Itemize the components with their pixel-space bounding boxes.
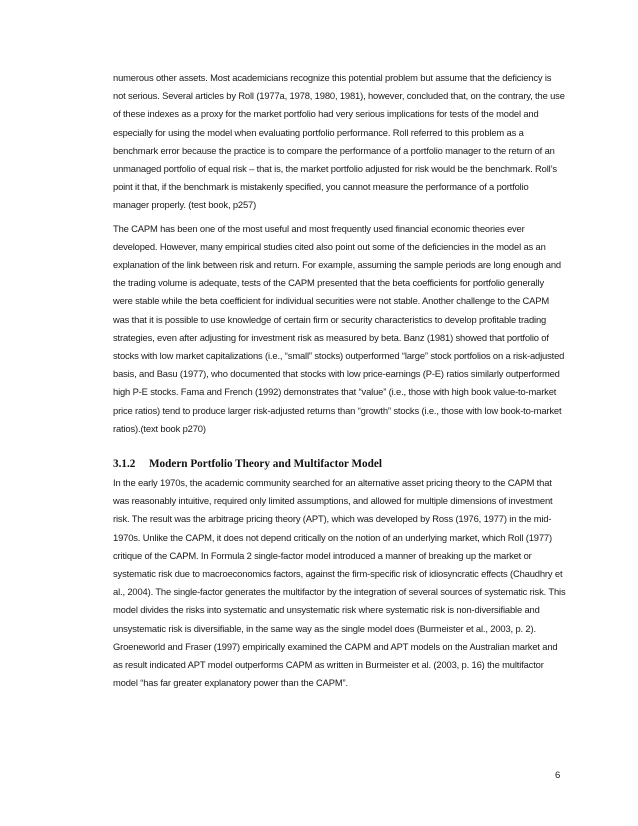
section-heading <box>113 456 566 472</box>
page-content <box>113 69 566 693</box>
paragraph-apt-multifactor: In the early 1970s, the academic community searched for an alternative asset pricing theory to the CAPM that was reasonably intuitive, required only limited assumptions, and allowed for multiple dimensions of investment risk. The result was the arbitrage pricing theory (APT), which was developed by Ross (1976, 1977) in the mid-1970s. Unlike the CAPM, it does not depend critically on the notion of an underlying market, which Roll (1977) critique of the CAPM. In Formula 2 single-factor model introduced a manner of breaking up the market or systematic risk due to macroeconomics factors, against the firm-specific risk of idiosyncratic effects (Chaudhry et al., 2004). The single-factor generates the multifactor by the integration of several sources of systematic risk. This model divides the risks into systematic and unsystematic risk where systematic risk is non-diversifiable and unsystematic risk is diversifiable, in the same way as the single model does (Burmeister et al., 2003, p. 2). Groeneworld and Fraser (1997) empirically examined the CAPM and APT models on the Australian market and as result indicated APT model outperforms CAPM as written in Burmeister et al. (2003, p. 16) the multifactor model “has far greater explanatory power than the CAPM”. <box>113 477 566 689</box>
section-title: Modern Portfolio Theory and Multifactor Model <box>149 458 382 471</box>
section-number: 3.1.2 <box>113 458 136 471</box>
page-number: 6 <box>555 770 561 781</box>
paragraph-benchmark-error: numerous other assets. Most academicians recognize this potential problem but assume that the deficiency is not serious. Several articles by Roll (1977a, 1978, 1980, 1981), however, concluded that, on the contrary, the use of these indexes as a proxy for the market portfolio had very serious implications for tests of the model and especially for using the model when evaluating portfolio performance. Roll referred to this problem as a benchmark error because the practice is to compare the performance of a portfolio manager to the return of an unmanaged portfolio of equal risk – that is, the market portfolio adjusted for risk would be the benchmark. Roll’s point it that, if the benchmark is mistakenly specified, you cannot measure the performance of a portfolio manager properly. (test book, p257) <box>113 72 565 211</box>
paragraph-capm-deficiencies: The CAPM has been one of the most useful and most frequently used financial economic theories ever developed. However, many empirical studies cited also point out some of the deficiencies in the model as an explanation of the link between risk and return. For example, assuming the sample periods are long enough and the trading volume is adequate, tests of the CAPM presented that the beta coefficients for portfolio generally were stable while the beta coefficient for individual securities were not stable. Another challenge to the CAPM was that it is possible to use knowledge of certain firm or security characteristics to develop profitable trading strategies, even after adjusting for investment risk as measured by beta. Banz (1981) showed that portfolio of stocks with low market capitalizations (i.e., “small” stocks) outperformed “large” stock portfolios on a risk-adjusted basis, and Basu (1977), who documented that stocks with low price-earnings (P-E) ratios similarly outperformed high P-E stocks. Fama and French (1992) demonstrates that “value” (i.e., those with high book value-to-market price ratios) tend to produce larger risk-adjusted returns than “growth” stocks (i.e., those with low book-to-market ratios).(text book p270) <box>113 222 565 434</box>
